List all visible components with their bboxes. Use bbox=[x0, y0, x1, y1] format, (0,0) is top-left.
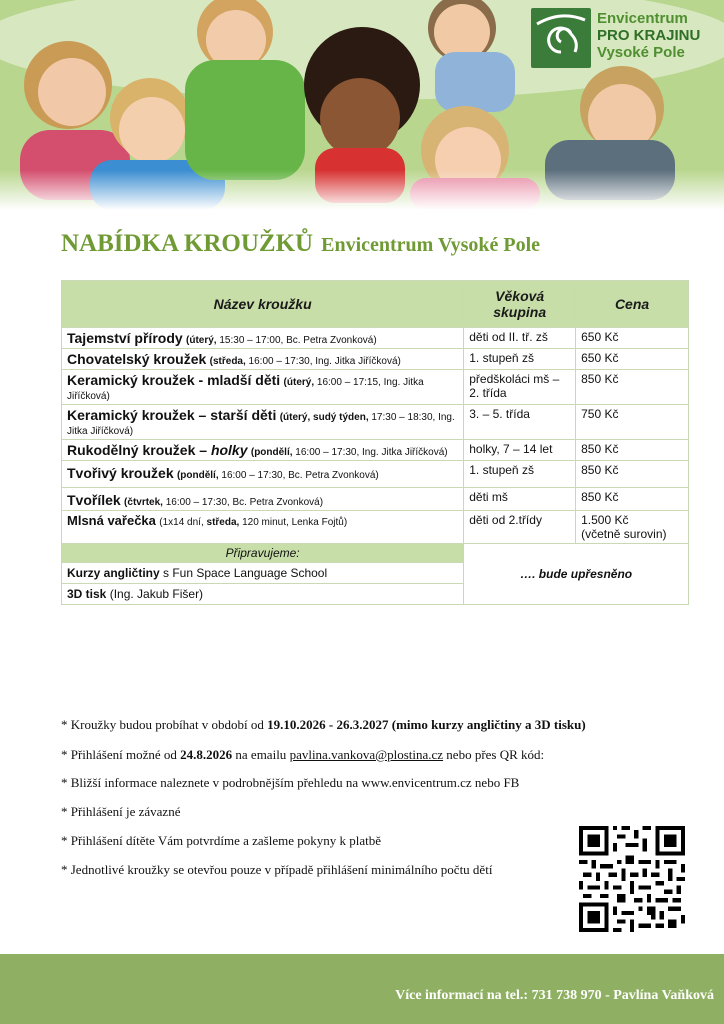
note-confirmation: * Přihlášení dítěte Vám potvrdíme a zašleme pokyny k platbě bbox=[61, 833, 381, 848]
photo-fade bbox=[0, 170, 724, 210]
logo-line-1: Envicentrum bbox=[597, 10, 688, 27]
envicentrum-logo bbox=[531, 8, 701, 70]
age-group: děti od 2.třídy bbox=[464, 511, 576, 544]
table-row bbox=[62, 405, 689, 440]
title-sub: Envicentrum Vysoké Pole bbox=[321, 234, 541, 256]
club-name: Chovatelský kroužek bbox=[67, 351, 207, 367]
price: 750 Kč bbox=[576, 405, 689, 440]
club-detail: (úterý, 16:00 – 17:15, Ing. Jitka Jiříčková) bbox=[67, 377, 424, 402]
club-detail: (pondělí, 16:00 – 17:30, Ing. Jitka Jiříčková) bbox=[250, 447, 448, 458]
table-row bbox=[62, 511, 689, 544]
table-row bbox=[62, 328, 689, 349]
logo-line-3: Vysoké Pole bbox=[597, 44, 685, 61]
header-name: Název kroužku bbox=[62, 281, 464, 328]
header-photo bbox=[0, 0, 724, 210]
club-detail: (středa, 16:00 – 17:30, Ing. Jitka Jiříčková) bbox=[209, 356, 401, 367]
price-value: 1.500 Kč bbox=[581, 513, 629, 527]
table-row bbox=[62, 440, 689, 461]
club-name: Tvořílek bbox=[67, 492, 121, 508]
table-row bbox=[62, 488, 689, 511]
club-detail: (úterý, sudý týden, 17:30 – 18:30, Ing. Jitka Jiříčková) bbox=[67, 412, 455, 437]
table-row bbox=[62, 349, 689, 370]
age-group: 1. stupeň zš bbox=[464, 349, 576, 370]
club-name-cell bbox=[62, 349, 464, 370]
club-detail: (čtvrtek, 16:00 – 17:30, Bc. Petra Zvonková) bbox=[124, 497, 324, 508]
club-name-cell bbox=[62, 488, 464, 511]
club-detail: (úterý, 15:30 – 17:00, Bc. Petra Zvonková) bbox=[186, 335, 377, 346]
preparing-item: Kurzy angličtiny s Fun Space Language School bbox=[62, 563, 464, 584]
age-group: děti od II. tř. zš bbox=[464, 328, 576, 349]
club-name-cell bbox=[62, 405, 464, 440]
age-group: holky, 7 – 14 let bbox=[464, 440, 576, 461]
club-name-cell bbox=[62, 511, 464, 544]
header-age bbox=[464, 281, 576, 328]
logo-line-2: PRO KRAJINU bbox=[597, 27, 701, 44]
ram-logo-icon bbox=[531, 8, 591, 68]
note-period: * Kroužky budou probíhat v období od 19.10.2026 - 26.3.2027 (mimo kurzy angličtiny a 3D tisku) bbox=[61, 717, 586, 732]
footer-contact: Více informací na tel.: 731 738 970 - Pavlína Vaňková bbox=[395, 988, 714, 1003]
header-age-line-2: skupina bbox=[493, 304, 547, 320]
age-group: 1. stupeň zš bbox=[464, 461, 576, 488]
age-group: děti mš bbox=[464, 488, 576, 511]
club-name: Mlsná vařečka bbox=[67, 513, 156, 528]
price: 850 Kč bbox=[576, 370, 689, 405]
header-price: Cena bbox=[576, 281, 689, 328]
logo-text bbox=[597, 10, 700, 61]
club-name-cell bbox=[62, 440, 464, 461]
email-link[interactable]: pavlina.vankova@plostina.cz bbox=[289, 747, 444, 762]
footer-bar bbox=[0, 954, 724, 1024]
club-name-cell bbox=[62, 461, 464, 488]
price: 850 Kč bbox=[576, 440, 689, 461]
qr-code[interactable] bbox=[579, 826, 685, 932]
to-be-specified: …. bude upřesněno bbox=[464, 544, 689, 605]
club-detail: (pondělí, 16:00 – 17:30, Bc. Petra Zvonková) bbox=[176, 470, 379, 481]
note-registration: * Přihlášení možné od 24.8.2026 na emailu pavlina.vankova@plostina.cz nebo přes QR kód: bbox=[61, 747, 545, 762]
price-note: (včetně surovin) bbox=[581, 527, 667, 541]
header-age-line-1: Věková bbox=[495, 288, 545, 304]
notes-list bbox=[61, 716, 621, 879]
table-row bbox=[62, 461, 689, 488]
price: 850 Kč bbox=[576, 461, 689, 488]
club-name-cell bbox=[62, 370, 464, 405]
price: 850 Kč bbox=[576, 488, 689, 511]
preparing-header-row bbox=[62, 544, 689, 563]
age-group: předškoláci mš – 2. třída bbox=[464, 370, 576, 405]
club-name: Keramický kroužek – starší děti bbox=[67, 407, 277, 423]
title-main: NABÍDKA KROUŽKŮ bbox=[61, 230, 314, 257]
page-title bbox=[61, 230, 540, 258]
age-group: 3. – 5. třída bbox=[464, 405, 576, 440]
note-info: * Bližší informace naleznete v podrobnějším přehledu na www.envicentrum.cz nebo FB bbox=[61, 775, 520, 790]
club-name: Rukodělný kroužek – holky bbox=[67, 442, 248, 458]
table-header-row bbox=[62, 281, 689, 328]
preparing-heading: Připravujeme: bbox=[62, 544, 464, 563]
price: 650 Kč bbox=[576, 349, 689, 370]
clubs-table bbox=[61, 280, 689, 605]
club-name: Tajemství přírody bbox=[67, 330, 183, 346]
note-binding: * Přihlášení je závazné bbox=[61, 804, 181, 819]
table-row bbox=[62, 370, 689, 405]
price bbox=[576, 511, 689, 544]
preparing-item: 3D tisk (Ing. Jakub Fišer) bbox=[62, 584, 464, 605]
club-name: Tvořivý kroužek bbox=[67, 465, 174, 481]
club-detail: (1x14 dní, středa, 120 minut, Lenka Fojtů) bbox=[159, 517, 348, 528]
price: 650 Kč bbox=[576, 328, 689, 349]
club-name-cell bbox=[62, 328, 464, 349]
club-name: Keramický kroužek - mladší děti bbox=[67, 372, 281, 388]
note-minimum: * Jednotlivé kroužky se otevřou pouze v případě přihlášení minimálního počtu dětí bbox=[61, 862, 493, 877]
